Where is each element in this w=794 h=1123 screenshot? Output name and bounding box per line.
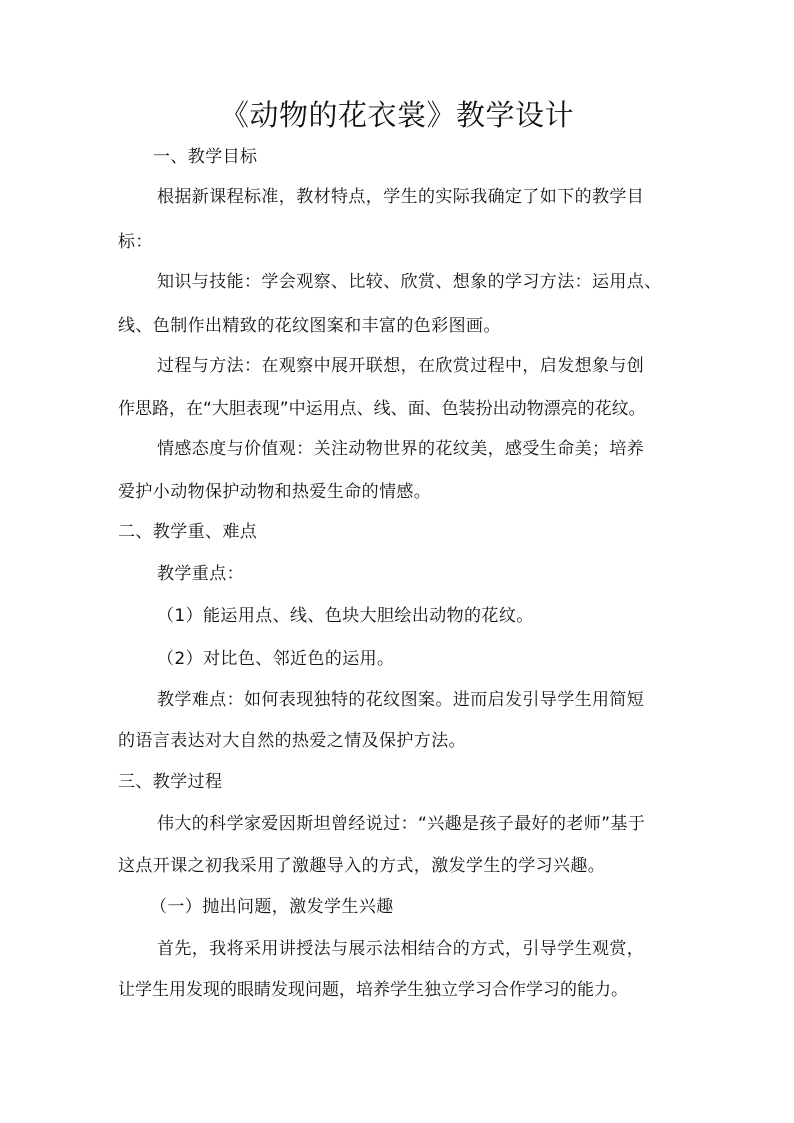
paragraph-line: 教学难点：如何表现独特的花纹图案。进而启发引导学生用简短: [157, 690, 645, 710]
paragraph-line: 根据新课程标准，教材特点，学生的实际我确定了如下的教学目: [157, 187, 645, 207]
paragraph-line: 这点开课之初我采用了激趣导入的方式，激发学生的学习兴趣。: [118, 856, 606, 876]
paragraph-line: 让学生用发现的眼睛发现问题，培养学生独立学习合作学习的能力。: [118, 980, 628, 1000]
paragraph-line: 伟大的科学家爱因斯坦曾经说过：“兴趣是孩子最好的老师”基于: [157, 814, 646, 834]
paragraph-line: 标：: [118, 232, 153, 252]
paragraph-line: 首先，我将采用讲授法与展示法相结合的方式，引导学生观赏，: [157, 939, 645, 959]
document-title: 《动物的花衣裳》教学设计: [219, 98, 574, 132]
paragraph-line: 爱护小动物保护动物和热爱生命的情感。: [118, 482, 432, 502]
list-item: （1）能运用点、线、色块大胆绘出动物的花纹。: [157, 606, 534, 626]
paragraph-line: 过程与方法：在观察中展开联想，在欣赏过程中，启发想象与创: [157, 356, 645, 376]
paragraph-line: 作思路，在“大胆表现”中运用点、线、面、色装扮出动物漂亮的花纹。: [118, 399, 646, 419]
section-heading-process: 三、教学过程: [118, 772, 223, 792]
paragraph-line: 教学重点：: [157, 564, 244, 584]
subsection-heading: （一）抛出问题，激发学生兴趣: [150, 897, 394, 917]
section-heading-objectives: 一、教学目标: [153, 147, 258, 167]
list-item: （2）对比色、邻近色的运用。: [157, 649, 395, 669]
paragraph-line: 情感态度与价值观：关注动物世界的花纹美，感受生命美；培养: [157, 439, 645, 459]
paragraph-line: 的语言表达对大自然的热爱之情及保护方法。: [118, 731, 466, 751]
paragraph-line: 知识与技能：学会观察、比较、欣赏、想象的学习方法：运用点、: [157, 272, 662, 292]
paragraph-line: 线、色制作出精致的花纹图案和丰富的色彩图画。: [118, 316, 501, 336]
section-heading-key-points: 二、教学重、难点: [118, 522, 258, 542]
